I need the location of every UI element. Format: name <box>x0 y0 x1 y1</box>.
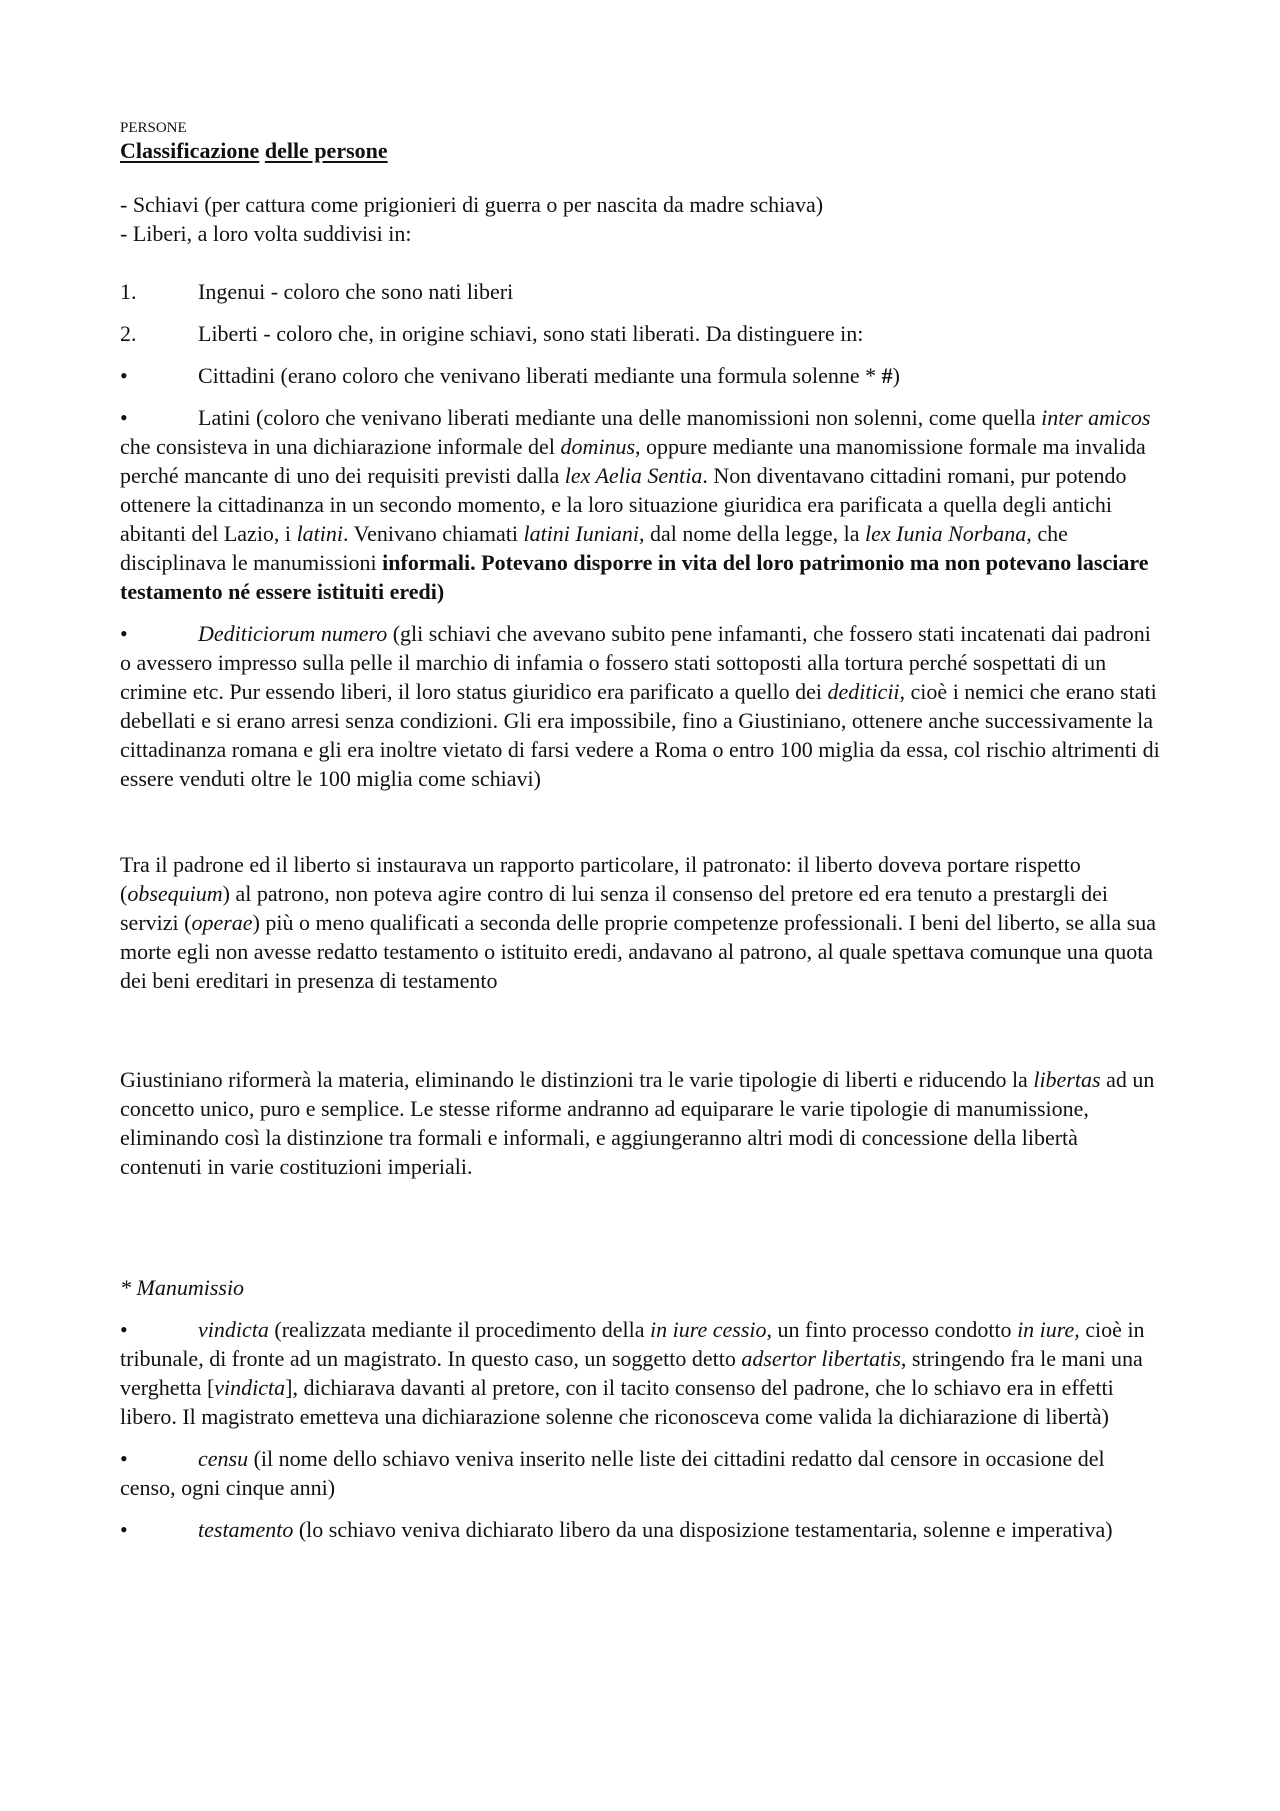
italic-run: inter amicos <box>1041 405 1151 430</box>
bullet-marker: • <box>120 1517 128 1542</box>
text-run: (lo schiavo veniva dichiarato libero da una disposizione testamentaria, solenne e imperativa) <box>293 1517 1113 1542</box>
title-part-1: Classificazione <box>120 138 260 163</box>
italic-run: latini Iuniani, <box>523 521 645 546</box>
italic-run: in iure cessio <box>650 1317 767 1342</box>
manumissio-heading <box>120 1273 1160 1302</box>
italic-run: testamento <box>198 1517 294 1542</box>
italic-run: obsequium <box>127 881 223 906</box>
bullet-marker: • <box>120 1317 128 1342</box>
text-run: ], dichiarava davanti al pretore, con il tacito consenso del padrone, che lo schiavo era in effetti libero. Il magistrato emetteva una dichiarazione solenne che riconosceva come valida la dichiarazione di libertà) <box>120 1375 1114 1429</box>
italic-run: latini <box>296 521 344 546</box>
bold-hash: # <box>881 363 893 388</box>
intro-liberi: - Liberi, a loro volta suddivisi in: <box>120 221 412 246</box>
text-run: che consisteva in una dichiarazione informale del <box>120 434 561 459</box>
bullet-latini <box>120 403 1160 606</box>
title-part-2: delle persone <box>264 138 388 163</box>
bold-run: informali. Potevano disporre in vita del loro patrimonio ma non potevano lasciare testamento né essere istituiti eredi) <box>120 550 1149 604</box>
bullet-text: Cittadini (erano coloro che venivano liberati mediante una formula solenne * <box>198 363 882 388</box>
list-marker: 1. <box>120 279 137 304</box>
text-run: dal nome della legge, la <box>644 521 865 546</box>
bullet-censu <box>120 1444 1160 1502</box>
bullet-dediticii <box>120 619 1160 793</box>
bullet-testamento <box>120 1515 1160 1544</box>
bullet-vindicta <box>120 1315 1160 1431</box>
text-run: Latini (coloro che venivano liberati mediante una delle manomissioni non solenni, come quella <box>198 405 1042 430</box>
italic-run: vindicta <box>198 1317 269 1342</box>
italic-run: lex Iunia Norbana, <box>864 521 1032 546</box>
section-label: PERSONE <box>120 120 187 136</box>
text-run: ad un concetto unico, puro e semplice. Le stesse riforme andranno ad equiparare le varie tipologie di manumissione, eliminando così la distinzione tra formali e informali, e aggiungeranno altri modi di concessione della libertà contenuti in varie costituzioni imperiali. <box>120 1067 1155 1179</box>
bullet-marker: • <box>120 621 128 646</box>
bullet-close: ) <box>892 363 900 388</box>
bullet-marker: • <box>120 405 128 430</box>
text-run: , un finto processo condotto <box>766 1317 1018 1342</box>
list-marker: 2. <box>120 321 137 346</box>
list-text: Liberti - coloro che, in origine schiavi, sono stati liberati. Da distinguere in: <box>198 321 864 346</box>
text-run: . Venivano chiamati <box>343 521 524 546</box>
italic-run: lex Aelia Sentia <box>564 463 703 488</box>
italic-run: dominus <box>560 434 635 459</box>
text-run: (realizzata mediante il procedimento della <box>268 1317 651 1342</box>
text-run: che disciplinava le manumissioni <box>120 521 1068 575</box>
italic-run: operae <box>191 910 253 935</box>
text-run: , cioè i nemici che erano stati debellati e si erano arresi senza condizioni. Gli era impossibile, fino a Giustiniano, ottenere anche successivamente la cittadinanza romana e gli era inoltre vietato di farsi vedere a Roma o entro 100 miglia da essa, col rischio altrimenti di essere venduti oltre le 100 miglia come schiavi) <box>120 679 1160 791</box>
text-run: ) al patrono, non poteva agire contro di lui senza il consenso del pretore ed era tenuto a prestargli dei servizi ( <box>120 881 1109 935</box>
text-run: (gli schiavi che avevano subito pene infamanti, che fossero stati incatenati dai padroni o avessero impresso sulla pelle il marchio di infamia o fossero stati sottoposti alla tortura perché sospettati di un crimine etc. Pur essendo liberi, il loro status giuridico era parificato a quello dei <box>120 621 1151 704</box>
text-run: cioè in tribunale, di fronte ad un magistrato. In questo caso, un soggetto detto <box>120 1317 1145 1371</box>
paragraph-giustiniano <box>120 1065 1160 1181</box>
intro-schiavi: - Schiavi (per cattura come prigionieri di guerra o per nascita da madre schiava) <box>120 192 824 217</box>
italic-run: in iure, <box>1017 1317 1080 1342</box>
italic-run: Dediticiorum numero <box>198 621 388 646</box>
text-run: , stringendo fra le mani una verghetta [ <box>120 1346 1143 1400</box>
list-text: Ingenui - coloro che sono nati liberi <box>198 279 514 304</box>
italic-run: libertas <box>1033 1067 1101 1092</box>
text-run: , oppure mediante una manomissione formale ma invalida perché mancante di uno dei requisiti previsti dalla <box>120 434 1146 488</box>
document-title <box>120 137 1160 165</box>
list-item-liberti <box>120 319 1160 348</box>
text-run: ) più o meno qualificati a seconda delle proprie competenze professionali. I beni del liberto, se alla sua morte egli non avesse redatto testamento o istituito eredi, andavano al patrono, al quale spettava comunque una quota dei beni ereditari in presenza di testamento <box>120 910 1157 993</box>
bullet-cittadini <box>120 361 1160 390</box>
italic-run: vindicta <box>214 1375 286 1400</box>
bullet-marker: • <box>120 1446 128 1471</box>
text-run: Tra il padrone ed il liberto si instaurava un rapporto particolare, il patronato: il liberto doveva portare rispetto ( <box>120 852 1081 906</box>
italic-run: * Manumissio <box>120 1275 245 1300</box>
italic-run: censu <box>198 1446 249 1471</box>
paragraph-patronato <box>120 850 1160 995</box>
italic-run: dediticii <box>827 679 900 704</box>
bullet-marker: • <box>120 363 128 388</box>
list-item-ingenui <box>120 277 1160 306</box>
text-run: Giustiniano riformerà la materia, eliminando le distinzioni tra le varie tipologie di liberti e riducendo la <box>120 1067 1034 1092</box>
text-run: . Non diventavano cittadini romani, pur potendo ottenere la cittadinanza in un secondo momento, e la loro situazione giuridica era parificata a quella degli antichi abitanti del Lazio, i <box>120 463 1127 546</box>
text-run: (il nome dello schiavo veniva inserito nelle liste dei cittadini redatto dal censore in occasione del censo, ogni cinque anni) <box>120 1446 1105 1500</box>
italic-run: adsertor libertatis <box>741 1346 901 1371</box>
